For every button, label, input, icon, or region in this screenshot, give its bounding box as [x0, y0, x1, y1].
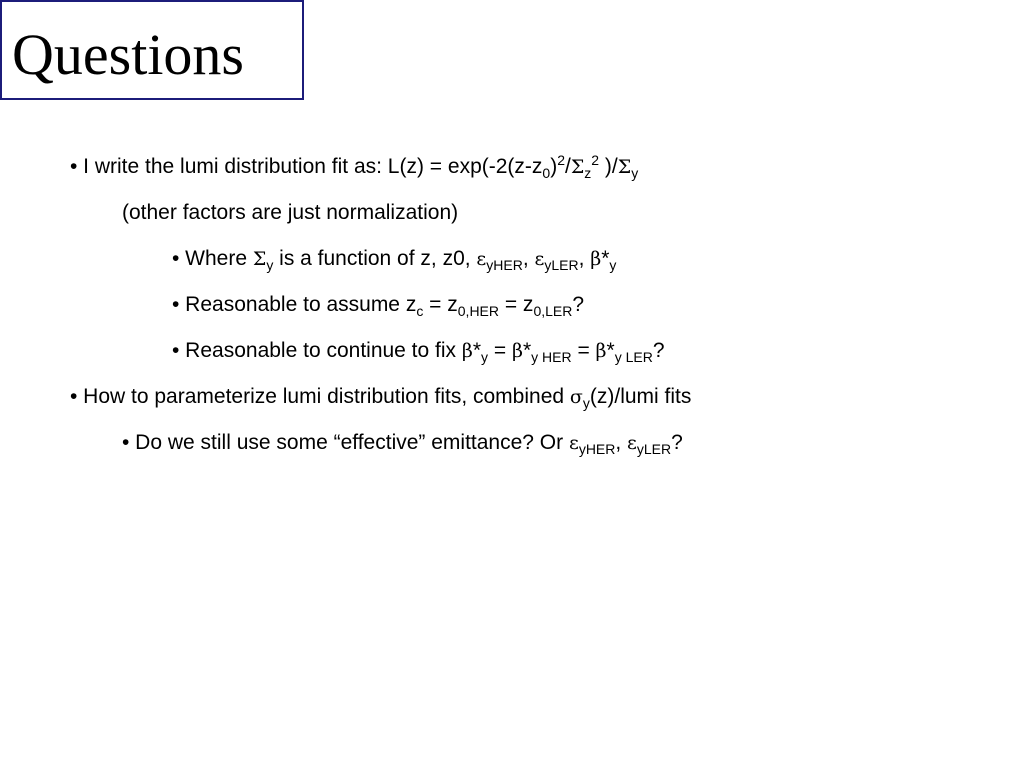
- text: • Where: [172, 247, 253, 270]
- subscript: yLER: [636, 441, 672, 457]
- bullet-parameterize-fits: [70, 383, 691, 411]
- text: = z: [423, 293, 458, 316]
- text: • How to parameterize lumi distribution fits, combined: [70, 385, 570, 408]
- text: )/: [599, 155, 618, 178]
- text: ): [550, 155, 558, 178]
- text: *: [606, 339, 615, 362]
- subscript: c: [416, 303, 424, 319]
- text: (other factors are just normalization): [122, 201, 459, 224]
- greek-symbol: β: [511, 340, 523, 362]
- text: =: [571, 339, 596, 362]
- subscript: 0,HER: [457, 303, 499, 319]
- greek-symbol: ε: [534, 248, 545, 270]
- slide-title: Questions: [12, 22, 244, 87]
- subscript: y: [582, 395, 590, 411]
- greek-symbol: ε: [627, 432, 637, 454]
- text: ?: [652, 339, 665, 362]
- text: is a function of z, z0,: [273, 247, 477, 270]
- text: = z: [499, 293, 534, 316]
- subscript: y LER: [614, 349, 653, 365]
- text: • Reasonable to assume z: [172, 293, 417, 316]
- greek-symbol: Σ: [617, 156, 632, 178]
- greek-symbol: β: [461, 340, 473, 362]
- subscript: y HER: [531, 349, 572, 365]
- greek-symbol: ε: [568, 432, 579, 454]
- greek-symbol: σ: [569, 386, 583, 408]
- bullet-effective-emittance: [122, 429, 683, 457]
- greek-symbol: β: [590, 248, 602, 270]
- subscript: yHER: [486, 257, 523, 273]
- text: ,: [578, 247, 591, 270]
- greek-symbol: Σ: [252, 248, 267, 270]
- text: • I write the lumi distribution fit as: L(z) = exp(-2(z-z: [70, 155, 543, 178]
- text: ?: [572, 293, 585, 316]
- greek-symbol: Σ: [570, 156, 585, 178]
- bullet-sigma-function: [172, 245, 616, 273]
- text: ,: [522, 247, 535, 270]
- text: (z)/lumi fits: [589, 385, 692, 408]
- bullet-lumi-fit-formula: [70, 153, 638, 181]
- subscript: yHER: [578, 441, 616, 457]
- text: *: [472, 339, 482, 362]
- subscript: yLER: [544, 257, 579, 273]
- subscript: y: [609, 257, 617, 273]
- bullet-assume-zc: [172, 291, 584, 319]
- greek-symbol: β: [595, 340, 607, 362]
- subscript: y: [631, 165, 639, 181]
- title-box: [0, 0, 304, 100]
- text: • Reasonable to continue to fix: [172, 339, 462, 362]
- text: • Do we still use some “effective” emittance? Or: [122, 431, 569, 454]
- subscript: 0,LER: [533, 303, 573, 319]
- text: *: [522, 339, 532, 362]
- note-normalization: [122, 199, 458, 227]
- greek-symbol: ε: [476, 248, 487, 270]
- subscript: y: [266, 257, 274, 273]
- text: ,: [615, 431, 628, 454]
- text: =: [488, 339, 512, 362]
- text: /: [565, 155, 571, 178]
- subscript: z: [584, 165, 592, 181]
- bullet-fix-beta: [172, 337, 665, 365]
- superscript: 2: [591, 152, 600, 168]
- subscript: 0: [542, 165, 551, 181]
- subscript: y: [481, 349, 489, 365]
- superscript: 2: [557, 152, 566, 168]
- text: ?: [671, 431, 683, 454]
- text: *: [601, 247, 610, 270]
